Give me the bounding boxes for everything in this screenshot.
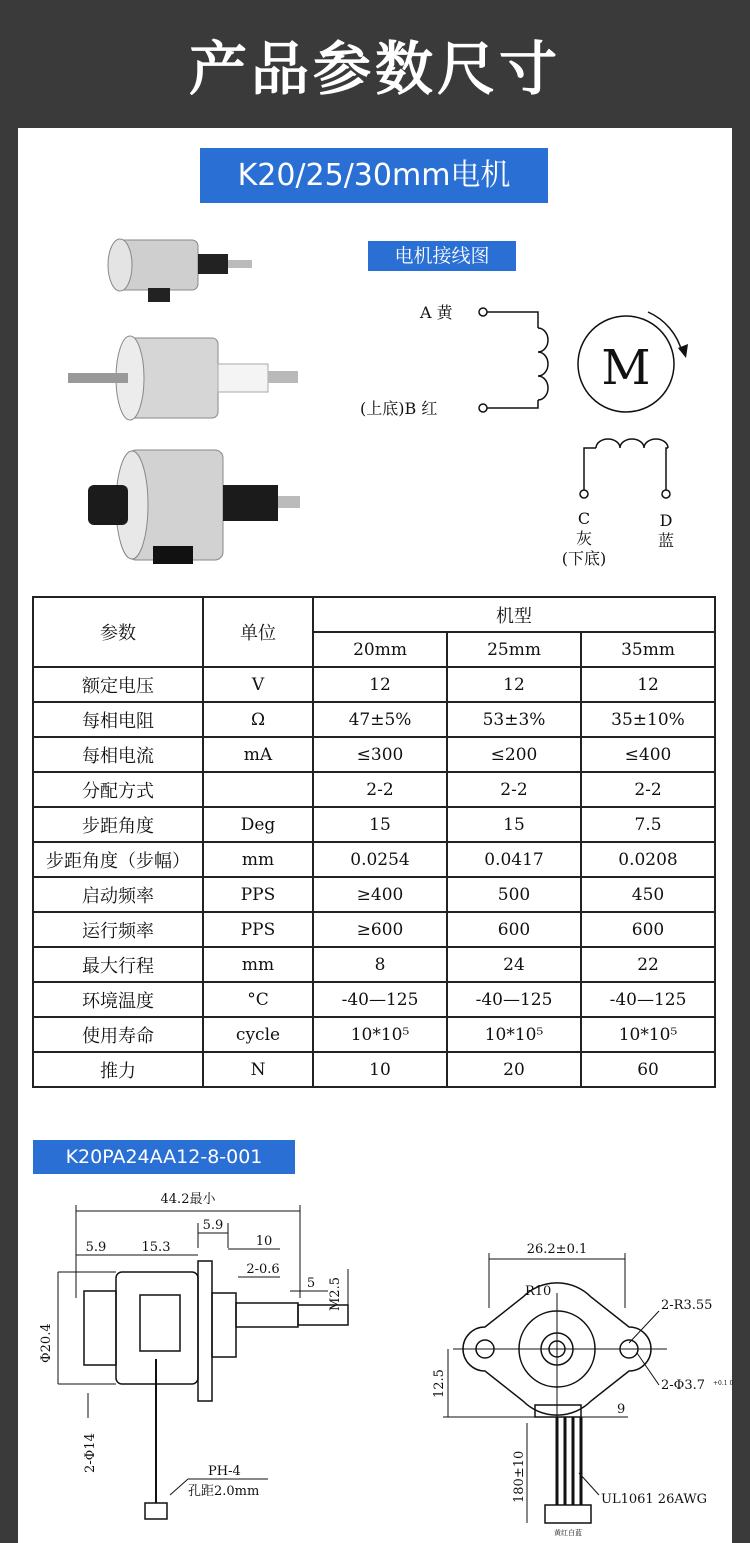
value-35mm: 10*10⁵ bbox=[581, 1017, 715, 1052]
model-35mm: 35mm bbox=[581, 632, 715, 667]
value-20mm: 47±5% bbox=[313, 702, 447, 737]
value-35mm: 0.0208 bbox=[581, 842, 715, 877]
unit-cell: V bbox=[203, 667, 313, 702]
wire-d-label: D bbox=[659, 511, 673, 530]
table-header-param: 参数 bbox=[33, 597, 203, 667]
unit-cell: PPS bbox=[203, 912, 313, 947]
unit-cell: °C bbox=[203, 982, 313, 1017]
connector-type: PH-4 bbox=[208, 1464, 241, 1479]
table-row bbox=[33, 702, 715, 737]
value-25mm: 12 bbox=[447, 667, 581, 702]
side-view-drawing bbox=[28, 1183, 368, 1543]
value-25mm: 15 bbox=[447, 807, 581, 842]
value-25mm: ≤200 bbox=[447, 737, 581, 772]
value-25mm: 53±3% bbox=[447, 702, 581, 737]
wire-b-label: (上底)B 红 bbox=[360, 399, 438, 418]
table-header-model: 机型 bbox=[313, 597, 715, 632]
value-20mm: 15 bbox=[313, 807, 447, 842]
dim-2-0-6: 2-0.6 bbox=[246, 1262, 280, 1277]
value-35mm: ≤400 bbox=[581, 737, 715, 772]
unit-cell: Ω bbox=[203, 702, 313, 737]
value-25mm: -40—125 bbox=[447, 982, 581, 1017]
value-20mm: ≥600 bbox=[313, 912, 447, 947]
unit-cell: cycle bbox=[203, 1017, 313, 1052]
table-row bbox=[33, 772, 715, 807]
table-row bbox=[33, 982, 715, 1017]
param-cell: 运行频率 bbox=[33, 912, 203, 947]
unit-cell: mm bbox=[203, 947, 313, 982]
table-row bbox=[33, 947, 715, 982]
table-row bbox=[33, 737, 715, 772]
product-title: K20/25/30mm电机 bbox=[200, 148, 548, 203]
value-20mm: 10*10⁵ bbox=[313, 1017, 447, 1052]
wire-spec: UL1061 26AWG bbox=[601, 1492, 707, 1507]
drawing-model-title: K20PA24AA12-8-001 bbox=[33, 1140, 295, 1174]
table-row bbox=[33, 667, 715, 702]
value-20mm: 10 bbox=[313, 1052, 447, 1087]
dim-5-9-top: 5.9 bbox=[202, 1218, 224, 1233]
dim-r10: R10 bbox=[525, 1284, 552, 1299]
table-row bbox=[33, 842, 715, 877]
param-cell: 分配方式 bbox=[33, 772, 203, 807]
param-cell: 步距角度 bbox=[33, 807, 203, 842]
dim-phi-3-7-tol: +0.1 0 bbox=[713, 1380, 734, 1387]
motor-letter: M bbox=[601, 340, 651, 396]
front-view-drawing bbox=[423, 1233, 734, 1543]
model-25mm: 25mm bbox=[447, 632, 581, 667]
unit-cell: PPS bbox=[203, 877, 313, 912]
value-35mm: 22 bbox=[581, 947, 715, 982]
dim-9: 9 bbox=[617, 1402, 626, 1417]
param-cell: 步距角度（步幅） bbox=[33, 842, 203, 877]
spec-table bbox=[32, 596, 716, 1088]
wiring-title: 电机接线图 bbox=[368, 241, 516, 271]
param-cell: 每相电流 bbox=[33, 737, 203, 772]
wiring-diagram bbox=[338, 288, 718, 588]
dim-15-3: 15.3 bbox=[141, 1240, 171, 1255]
dim-12-5: 12.5 bbox=[432, 1369, 447, 1398]
unit-cell: Deg bbox=[203, 807, 313, 842]
value-35mm: 60 bbox=[581, 1052, 715, 1087]
dim-180: 180±10 bbox=[512, 1450, 527, 1503]
param-cell: 环境温度 bbox=[33, 982, 203, 1017]
value-35mm: 450 bbox=[581, 877, 715, 912]
dim-5: 5 bbox=[306, 1276, 316, 1291]
wire-a-label: A 黄 bbox=[420, 303, 453, 322]
value-25mm: 20 bbox=[447, 1052, 581, 1087]
value-20mm: ≥400 bbox=[313, 877, 447, 912]
dim-26-2: 26.2±0.1 bbox=[526, 1242, 588, 1257]
motor-photo-35mm bbox=[88, 450, 300, 564]
param-cell: 使用寿命 bbox=[33, 1017, 203, 1052]
value-35mm: 7.5 bbox=[581, 807, 715, 842]
model-20mm: 20mm bbox=[313, 632, 447, 667]
value-35mm: 12 bbox=[581, 667, 715, 702]
table-row bbox=[33, 912, 715, 947]
dim-r3-55: 2-R3.55 bbox=[661, 1298, 713, 1313]
value-20mm: 8 bbox=[313, 947, 447, 982]
value-25mm: 10*10⁵ bbox=[447, 1017, 581, 1052]
dim-total: 44.2最小 bbox=[160, 1192, 216, 1207]
unit-cell bbox=[203, 772, 313, 807]
param-cell: 额定电压 bbox=[33, 667, 203, 702]
wire-c-label: C bbox=[577, 509, 591, 528]
value-25mm: 24 bbox=[447, 947, 581, 982]
dim-phi-20-4: Φ20.4 bbox=[39, 1323, 54, 1363]
value-20mm: 12 bbox=[313, 667, 447, 702]
unit-cell: N bbox=[203, 1052, 313, 1087]
table-row bbox=[33, 877, 715, 912]
dim-10: 10 bbox=[255, 1234, 273, 1249]
value-35mm: 35±10% bbox=[581, 702, 715, 737]
param-cell: 每相电阻 bbox=[33, 702, 203, 737]
motor-photos bbox=[58, 228, 318, 578]
unit-cell: mA bbox=[203, 737, 313, 772]
table-header-unit: 单位 bbox=[203, 597, 313, 667]
page-title: 产品参数尺寸 bbox=[188, 35, 561, 103]
dim-phi-14: 2-Φ14 bbox=[83, 1433, 98, 1473]
value-25mm: 2-2 bbox=[447, 772, 581, 807]
table-row bbox=[33, 807, 715, 842]
connector-pitch: 孔距2.0mm bbox=[188, 1484, 260, 1499]
wire-c-note: (下底) bbox=[561, 549, 607, 568]
value-35mm: -40—125 bbox=[581, 982, 715, 1017]
value-35mm: 2-2 bbox=[581, 772, 715, 807]
wire-c-color: 灰 bbox=[575, 529, 593, 548]
dim-m2-5: M2.5 bbox=[328, 1277, 343, 1311]
dim-phi-3-7: 2-Φ3.7 bbox=[661, 1378, 705, 1393]
param-cell: 启动频率 bbox=[33, 877, 203, 912]
connector-colors: 黄红白蓝 bbox=[554, 1529, 582, 1537]
value-20mm: 0.0254 bbox=[313, 842, 447, 877]
value-20mm: 2-2 bbox=[313, 772, 447, 807]
value-25mm: 500 bbox=[447, 877, 581, 912]
value-20mm: ≤300 bbox=[313, 737, 447, 772]
motor-photo-20mm bbox=[108, 239, 252, 302]
dim-5-9-left: 5.9 bbox=[85, 1240, 107, 1255]
unit-cell: mm bbox=[203, 842, 313, 877]
param-cell: 最大行程 bbox=[33, 947, 203, 982]
value-20mm: -40—125 bbox=[313, 982, 447, 1017]
content-panel bbox=[18, 128, 732, 1543]
motor-photo-25mm bbox=[68, 336, 298, 420]
table-row bbox=[33, 1017, 715, 1052]
value-25mm: 0.0417 bbox=[447, 842, 581, 877]
value-35mm: 600 bbox=[581, 912, 715, 947]
table-row bbox=[33, 1052, 715, 1087]
header-banner bbox=[0, 0, 750, 128]
wire-d-color: 蓝 bbox=[657, 531, 675, 550]
param-cell: 推力 bbox=[33, 1052, 203, 1087]
value-25mm: 600 bbox=[447, 912, 581, 947]
